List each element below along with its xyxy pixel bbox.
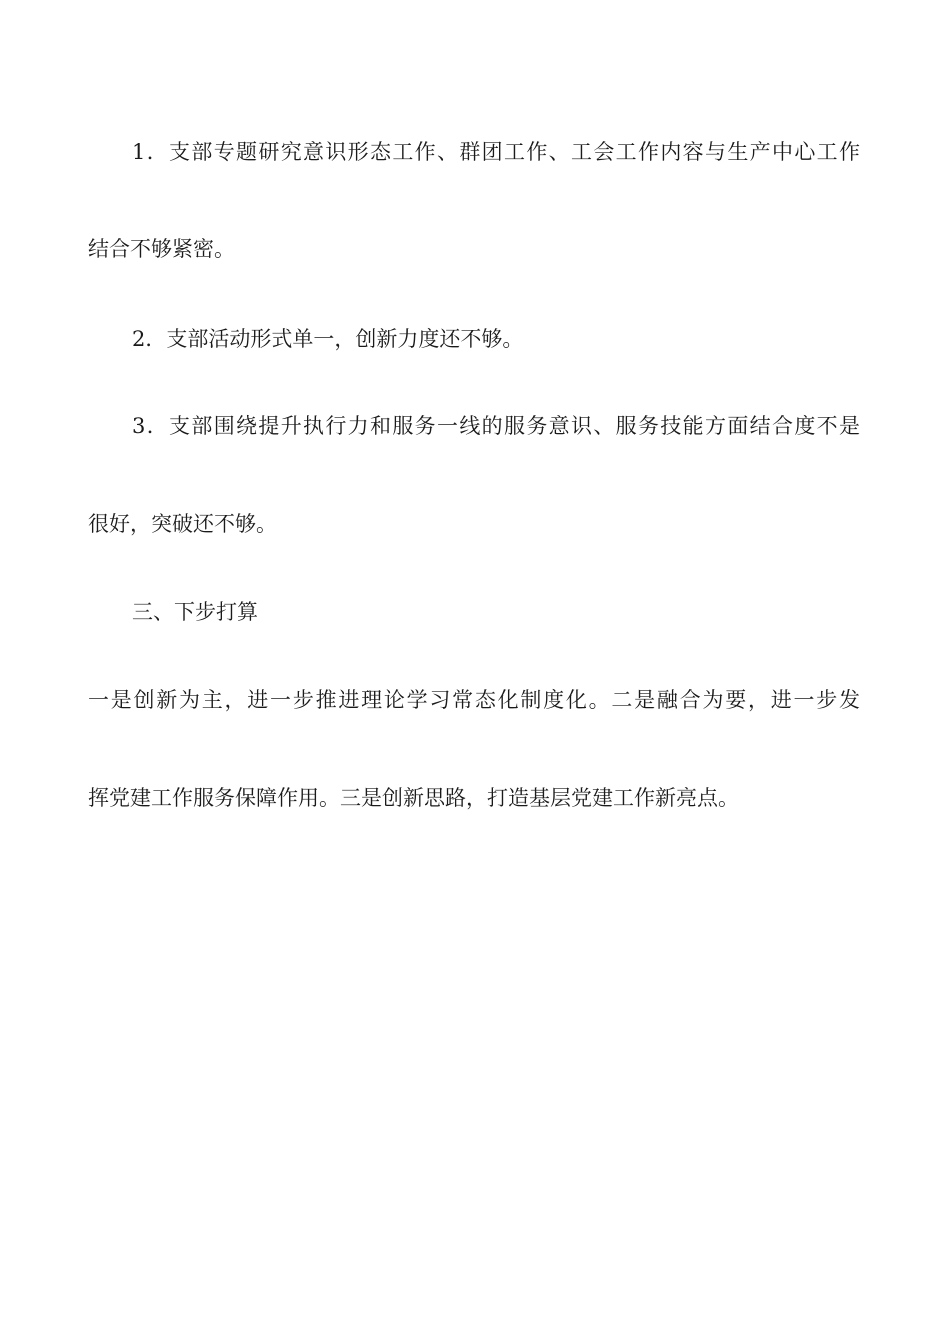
paragraph-3-line-2: 很好，突破还不够。 [88, 512, 277, 536]
paragraph-4-line-2: 挥党建工作服务保障作用。三是创新思路，打造基层党建工作新亮点。 [88, 786, 739, 810]
paragraph-2: 2．支部活动形式单一，创新力度还不够。 [132, 327, 524, 351]
section-heading-next-steps: 三、下步打算 [132, 600, 258, 624]
paragraph-4-line-1: 一是创新为主，进一步推进理论学习常态化制度化。二是融合为要，进一步发 [88, 688, 860, 712]
paragraph-1-line-2: 结合不够紧密。 [88, 237, 235, 261]
paragraph-3-line-1: 3．支部围绕提升执行力和服务一线的服务意识、服务技能方面结合度不是 [132, 414, 860, 438]
paragraph-1-line-1: 1．支部专题研究意识形态工作、群团工作、工会工作内容与生产中心工作 [132, 140, 860, 164]
